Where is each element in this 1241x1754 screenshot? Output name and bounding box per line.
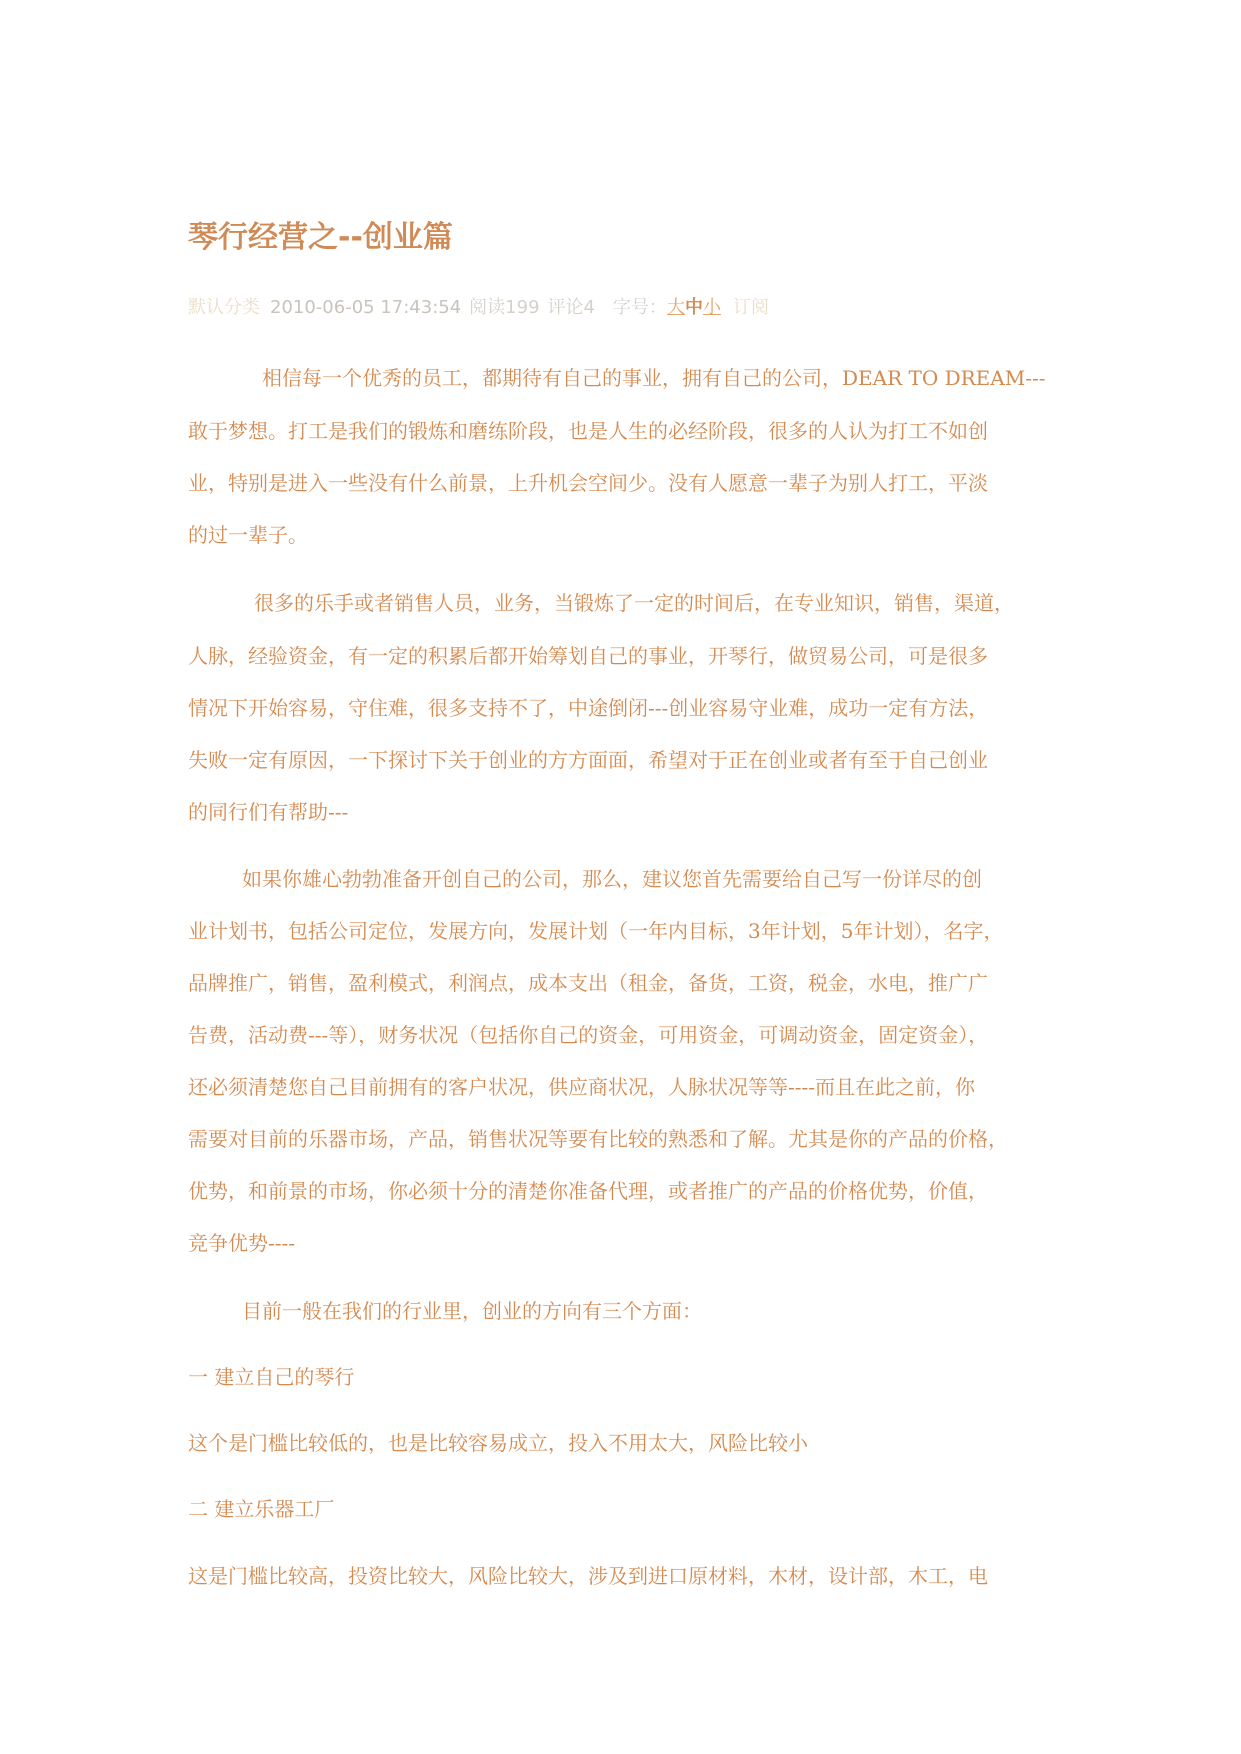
font-size-small-link[interactable]: 小 <box>702 297 721 318</box>
body-line: 人脉，经验资金，有一定的积累后都开始筹划自己的事业，开琴行，做贸易公司，可是很多 <box>188 644 988 668</box>
body-line: 这是门槛比较高，投资比较大，风险比较大，涉及到进口原材料，木材，设计部，木工，电 <box>188 1564 988 1588</box>
font-size-medium-link[interactable]: 中 <box>684 297 703 318</box>
subscribe-link[interactable]: 订阅 <box>732 297 769 318</box>
article-title: 琴行经营之--创业篇 <box>188 220 453 255</box>
body-line: 相信每一个优秀的员工，都期待有自己的事业，拥有自己的公司，DEAR TO DREAM--- <box>262 366 1046 390</box>
body-line: 的同行们有帮助--- <box>188 800 349 824</box>
body-line: 失败一定有原因，一下探讨下关于创业的方方面面，希望对于正在创业或者有至于自己创业 <box>188 748 988 772</box>
body-line: 的过一辈子。 <box>188 523 308 547</box>
body-line: 敢于梦想。打工是我们的锻炼和磨练阶段，也是人生的必经阶段，很多的人认为打工不如创 <box>188 419 988 443</box>
article-meta <box>188 296 769 320</box>
body-line: 这个是门槛比较低的，也是比较容易成立，投入不用太大，风险比较小 <box>188 1431 808 1455</box>
body-line: 竞争优势---- <box>188 1231 296 1255</box>
section-heading: 二 建立乐器工厂 <box>188 1497 335 1521</box>
font-size-label: 字号： <box>612 297 667 318</box>
font-size-large-link[interactable]: 大 <box>666 297 685 318</box>
category-link[interactable]: 默认分类 <box>188 297 260 318</box>
body-line: 情况下开始容易，守住难，很多支持不了，中途倒闭---创业容易守业难，成功一定有方法， <box>188 696 989 720</box>
body-line: 还必须清楚您自己目前拥有的客户状况，供应商状况，人脉状况等等----而且在此之前，你 <box>188 1075 976 1099</box>
body-line: 优势，和前景的市场，你必须十分的清楚你准备代理，或者推广的产品的价格优势，价值， <box>188 1179 988 1203</box>
body-line: 目前一般在我们的行业里，创业的方向有三个方面： <box>242 1299 702 1323</box>
post-datetime: 2010-06-05 17:43:54 <box>270 297 462 318</box>
section-heading: 一 建立自己的琴行 <box>188 1365 355 1389</box>
body-line: 告费，活动费---等），财务状况（包括你自己的资金，可用资金，可调动资金，固定资金）， <box>188 1023 989 1047</box>
body-line: 如果你雄心勃勃准备开创自己的公司，那么，建议您首先需要给自己写一份详尽的创 <box>242 867 982 891</box>
body-line: 需要对目前的乐器市场，产品，销售状况等要有比较的熟悉和了解。尤其是你的产品的价格， <box>188 1127 1008 1151</box>
comment-count-link[interactable]: 评论4 <box>547 297 595 318</box>
body-line: 很多的乐手或者销售人员，业务，当锻炼了一定的时间后，在专业知识，销售，渠道， <box>254 591 1014 615</box>
read-count: 阅读199 <box>469 297 540 318</box>
body-line: 业，特别是进入一些没有什么前景，上升机会空间少。没有人愿意一辈子为别人打工，平淡 <box>188 471 988 495</box>
body-line: 品牌推广，销售，盈利模式，利润点，成本支出（租金，备货，工资，税金，水电，推广广 <box>188 971 988 995</box>
body-line: 业计划书，包括公司定位，发展方向，发展计划（一年内目标，3年计划，5年计划），名字， <box>188 919 1004 943</box>
